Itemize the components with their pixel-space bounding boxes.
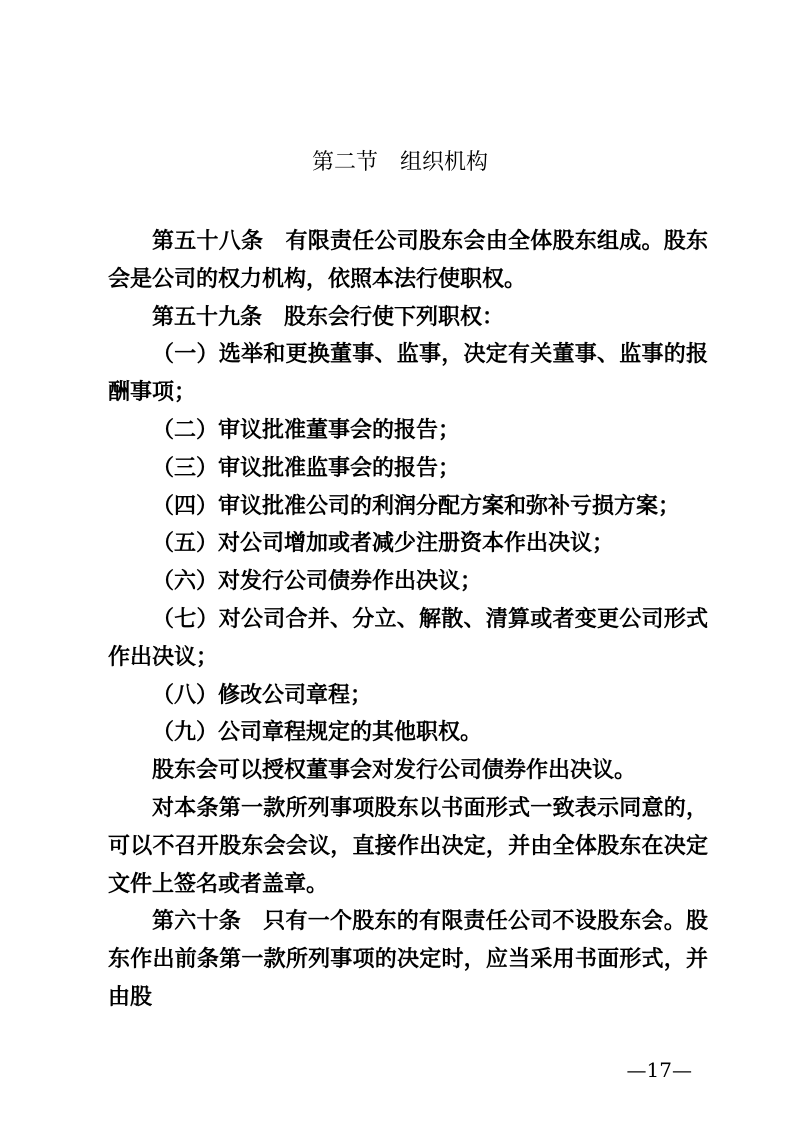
article-60 xyxy=(108,903,708,1016)
page-number: —17— xyxy=(626,1058,692,1082)
article-59-item-9: （九）公司章程规定的其他职权。 xyxy=(152,720,483,746)
article-58-text: 有限责任公司股东会由全体股东组成。股东会是公司的权力机构，依照本法行使职权。 xyxy=(108,229,708,292)
article-59-item-1: （一）选举和更换董事、监事，决定有关董事、监事的报酬事项； xyxy=(108,342,708,406)
article-59-item-2: （二）审议批准董事会的报告； xyxy=(152,417,461,443)
article-59-item-4: （四）审议批准公司的利润分配方案和弥补亏损方案； xyxy=(152,493,681,519)
article-59-item-7: （七）对公司合并、分立、解散、清算或者变更公司形式作出决议； xyxy=(108,606,708,670)
article-59 xyxy=(108,299,708,337)
section-title: 第二节 组织机构 xyxy=(311,150,488,175)
article-59-paragraph-3: 对本条第一款所列事项股东以书面形式一致表示同意的，可以不召开股东会会议，直接作出决定，并由全体股东在决定文件上签名或者盖章。 xyxy=(108,795,708,897)
article-59-item-6: （六）对发行公司债券作出决议； xyxy=(152,569,483,595)
article-60-text: 只有一个股东的有限责任公司不设股东会。股东作出前条第一款所列事项的决定时，应当采用书面形式，并由股 xyxy=(108,909,708,1010)
article-59-text: 股东会行使下列职权： xyxy=(284,304,505,330)
article-59-label: 第五十九条 xyxy=(152,304,263,330)
article-59-paragraph-2: 股东会可以授权董事会对发行公司债券作出决议。 xyxy=(152,758,637,784)
article-60-label: 第六十条 xyxy=(152,909,241,935)
document-body xyxy=(108,223,708,1017)
article-59-item-5: （五）对公司增加或者减少注册资本作出决议； xyxy=(152,531,615,557)
article-59-item-8: （八）修改公司章程； xyxy=(152,682,373,708)
article-58-label: 第五十八条 xyxy=(152,229,264,254)
article-58 xyxy=(108,223,708,299)
article-59-item-3: （三）审议批准监事会的报告； xyxy=(152,455,461,481)
